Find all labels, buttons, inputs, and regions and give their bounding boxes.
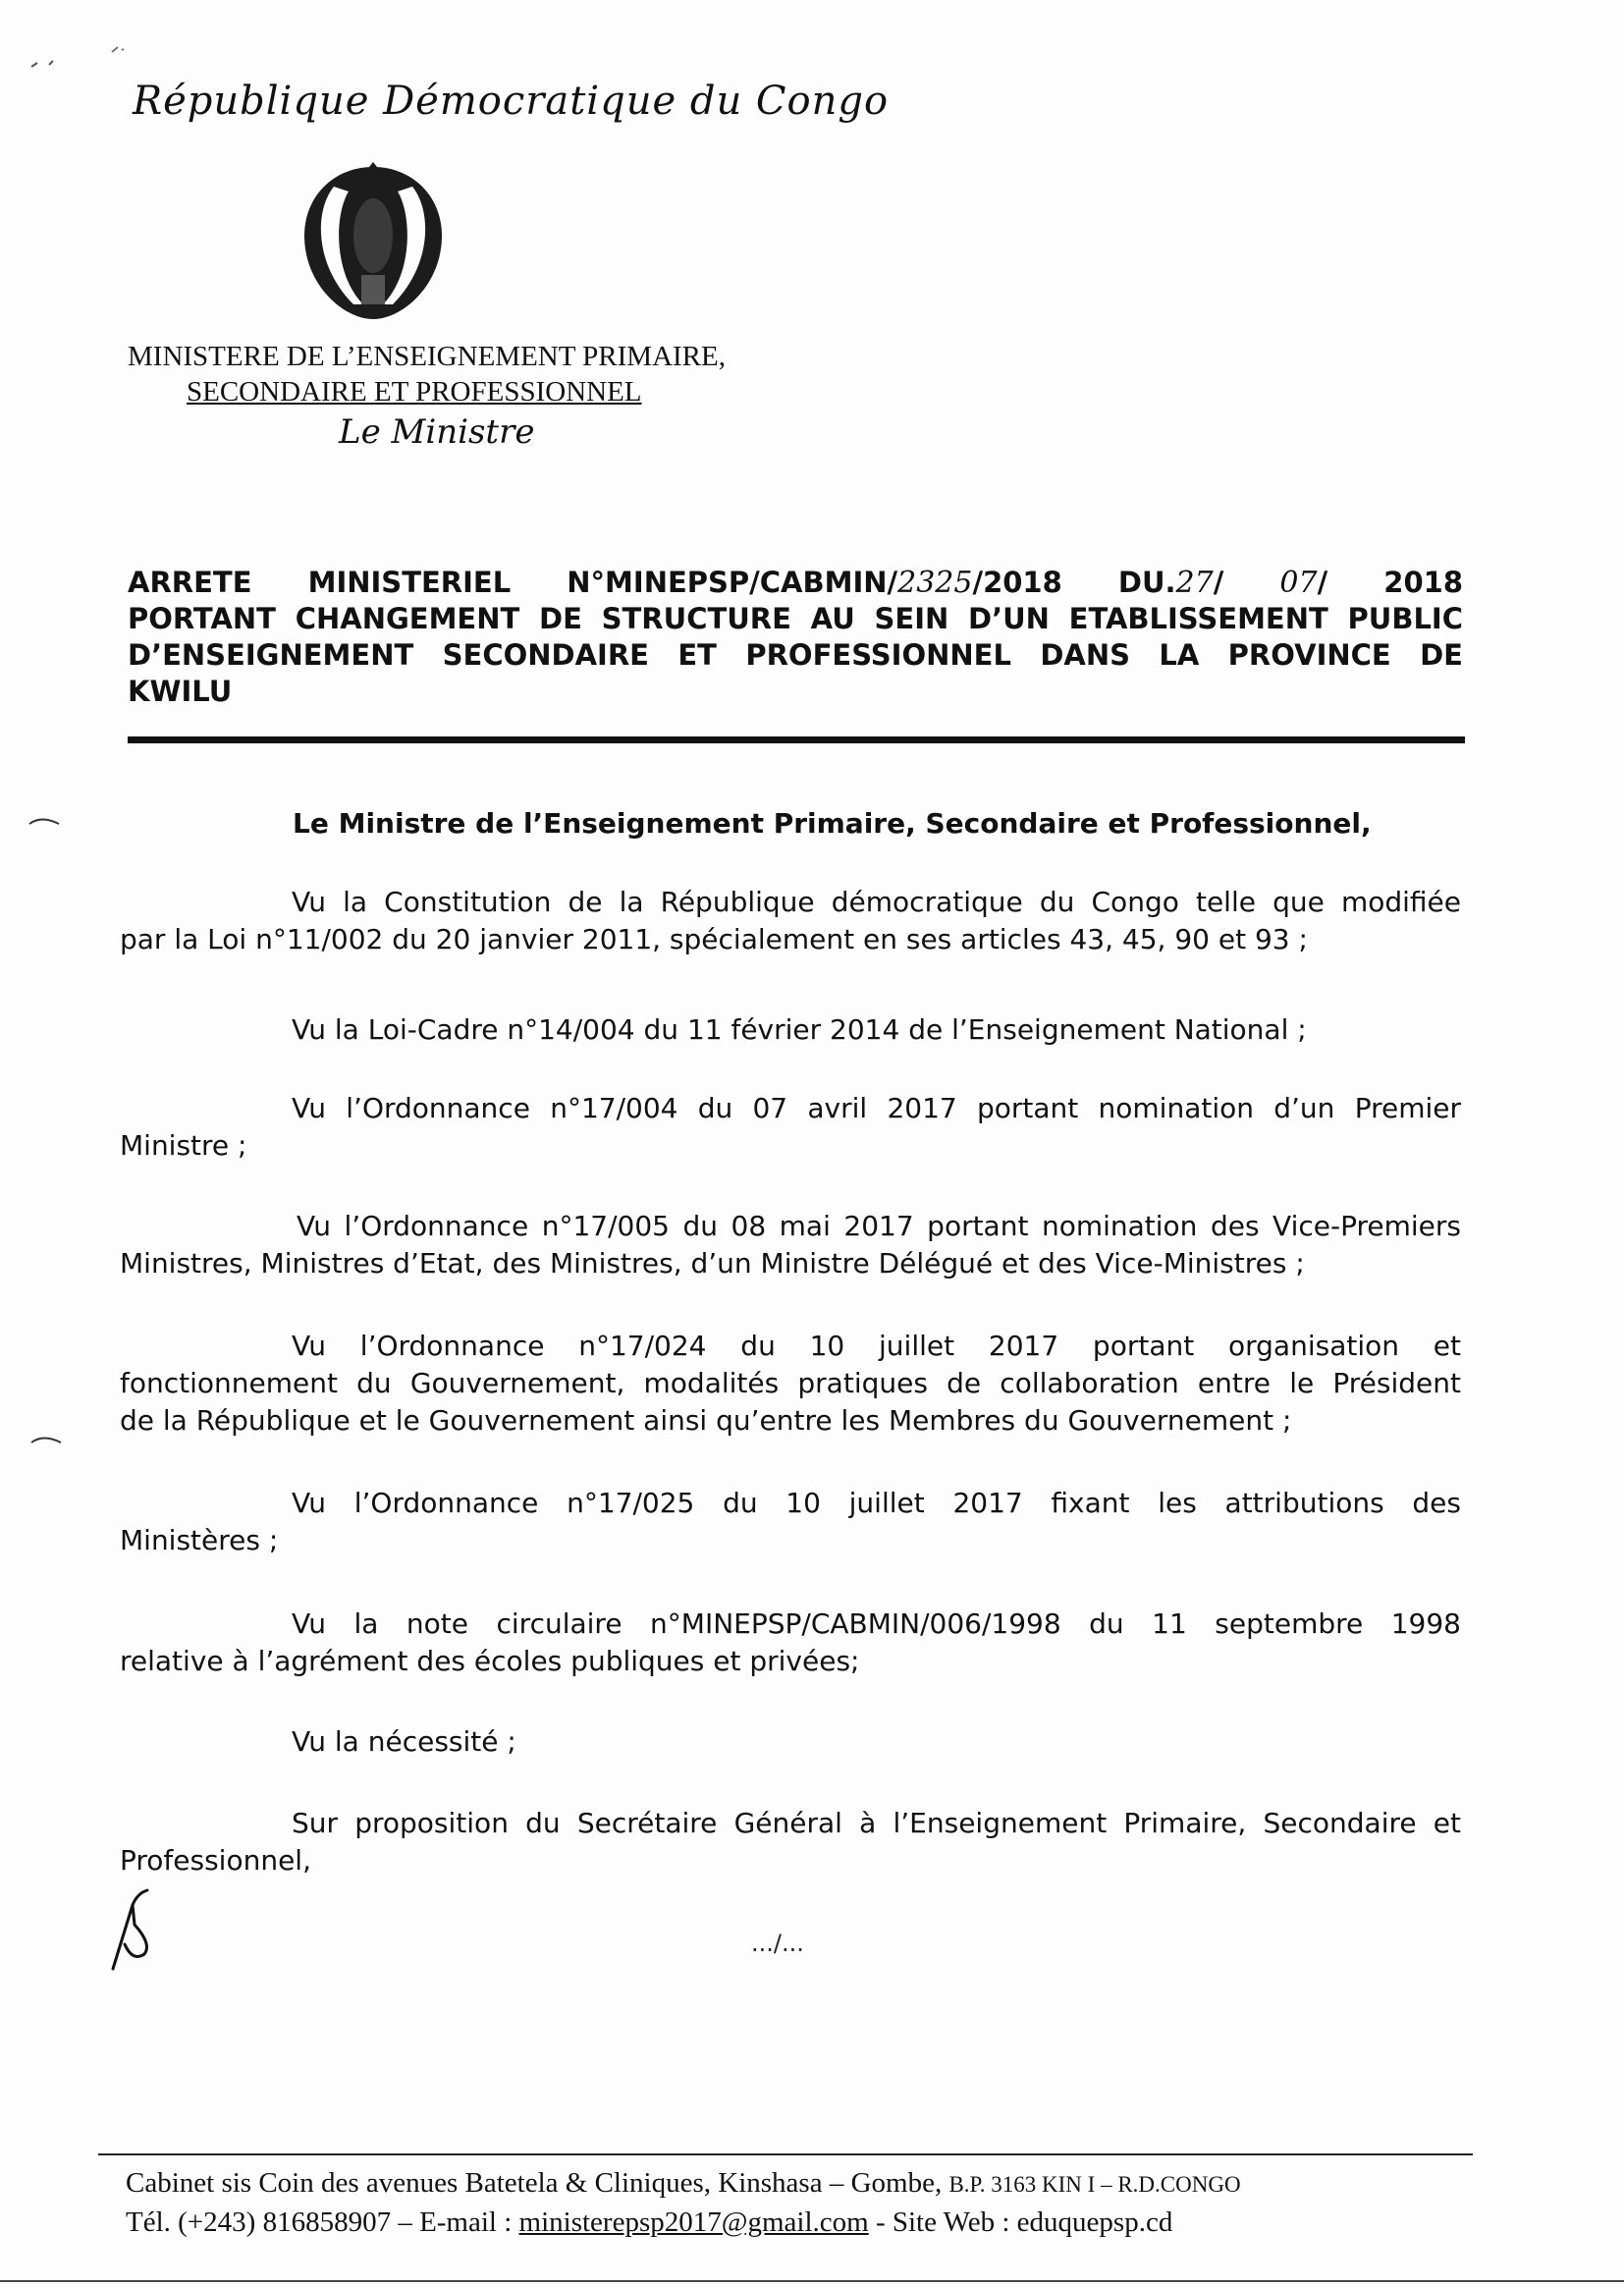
paragraph-line: Professionnel, <box>120 1844 311 1877</box>
paragraph-line: Vu l’Ordonnance n°17/005 du 08 mai 2017 portant nomination des Vice-Premiers <box>297 1210 1461 1242</box>
paragraph-line: Vu la nécessité ; <box>292 1725 516 1758</box>
arrete-day: 27 <box>1175 566 1214 600</box>
visa-ordonnance-17-025 <box>120 1485 1461 1559</box>
title-divider <box>128 736 1465 743</box>
footer-email-link[interactable]: ministerepsp2017@gmail.com <box>518 2206 869 2238</box>
minister-title: Le Ministre de l’Enseignement Primaire, Secondaire et Professionnel, <box>293 807 1372 840</box>
paragraph-line: Vu la Loi-Cadre n°14/004 du 11 février 2014 de l’Enseignement National ; <box>292 1013 1307 1046</box>
arrete-year: / 2018 <box>1317 566 1463 599</box>
visa-loi-cadre <box>120 1011 1461 1049</box>
arrete-prefix: ARRETE MINISTERIEL N°MINEPSP/CABMIN/ <box>128 566 898 599</box>
arrete-line-2: PORTANT CHANGEMENT DE STRUCTURE AU SEIN D’UN ETABLISSEMENT PUBLIC <box>128 602 1463 635</box>
paragraph-line: Vu l’Ordonnance n°17/025 du 10 juillet 2017 fixant les attributions des <box>292 1487 1461 1519</box>
paragraph-line: Vu l’Ordonnance n°17/024 du 10 juillet 2017 portant organisation et <box>292 1330 1461 1362</box>
page-continued-marker: .../... <box>751 1930 804 1957</box>
paragraph-line: Vu la note circulaire n°MINEPSP/CABMIN/006/1998 du 11 septembre 1998 <box>292 1607 1461 1640</box>
national-emblem-icon <box>295 157 452 324</box>
footer-phone: Tél. (+243) 816858907 – E-mail : <box>126 2206 519 2238</box>
ministry-heading <box>128 339 726 409</box>
visa-note-circulaire <box>120 1606 1461 1680</box>
arrete-number: 2325 <box>897 566 973 600</box>
scan-mark <box>108 44 143 56</box>
footer-address-line <box>126 2164 1461 2204</box>
footer <box>126 2164 1461 2241</box>
visa-ordonnance-17-004 <box>120 1090 1461 1165</box>
scan-mark <box>29 59 65 71</box>
paragraph-line: Vu la Constitution de la République démocratique du Congo telle que modifiée <box>292 886 1461 918</box>
visa-ordonnance-17-024 <box>120 1328 1461 1440</box>
le-ministre-signature-title: Le Ministre <box>339 412 535 452</box>
arrete-title <box>128 565 1463 710</box>
footer-contact-line <box>126 2204 1461 2241</box>
paragraph-line: relative à l’agrément des écoles publiques et privées; <box>120 1645 860 1677</box>
paragraph-line: Ministre ; <box>120 1129 247 1162</box>
arrete-year-du: /2018 DU. <box>972 566 1176 599</box>
arrete-sep: / <box>1213 566 1280 599</box>
visa-constitution <box>120 884 1461 958</box>
arrete-line-3: D’ENSEIGNEMENT SECONDAIRE ET PROFESSIONNEL DANS LA PROVINCE DE <box>128 638 1463 672</box>
handwritten-initial-signature <box>103 1885 162 1974</box>
footer-divider <box>98 2153 1473 2155</box>
paragraph-line: fonctionnement du Gouvernement, modalités pratiques de collaboration entre le Président <box>120 1367 1461 1399</box>
visa-ordonnance-17-005 <box>120 1208 1461 1282</box>
arrete-month: 07 <box>1279 566 1318 600</box>
sur-proposition <box>120 1805 1461 1879</box>
paragraph-line: Ministres, Ministres d’Etat, des Ministres, d’un Ministre Délégué et des Vice-Ministres ; <box>120 1247 1305 1280</box>
footer-website: - Site Web : eduquepsp.cd <box>868 2206 1173 2238</box>
paragraph-line: Vu l’Ordonnance n°17/004 du 07 avril 2017 portant nomination d’un Premier <box>292 1092 1461 1124</box>
footer-po-box: B.P. 3163 KIN I – R.D.CONGO <box>948 2172 1241 2197</box>
paragraph-line: Ministères ; <box>120 1524 279 1556</box>
ministry-line-1: MINISTERE DE L’ENSEIGNEMENT PRIMAIRE, <box>128 341 726 372</box>
arrete-line-4: KWILU <box>128 675 233 708</box>
scan-mark <box>29 1434 65 1445</box>
arrete-line-1 <box>128 565 1463 601</box>
ministry-line-2: SECONDAIRE ET PROFESSIONNEL <box>187 376 642 408</box>
republic-heading: République Démocratique du Congo <box>133 79 890 124</box>
scan-mark <box>27 815 63 827</box>
visa-necessite <box>120 1723 1461 1761</box>
footer-address: Cabinet sis Coin des avenues Batetela & Cliniques, Kinshasa – Gombe, <box>126 2167 949 2199</box>
paragraph-line: Sur proposition du Secrétaire Général à l’Enseignement Primaire, Secondaire et <box>292 1807 1461 1839</box>
paragraph-line: par la Loi n°11/002 du 20 janvier 2011, spécialement en ses articles 43, 45, 90 et 93 ; <box>120 923 1308 955</box>
paragraph-line: de la République et le Gouvernement ainsi qu’entre les Membres du Gouvernement ; <box>120 1404 1292 1437</box>
page-bottom-edge <box>0 2280 1624 2282</box>
